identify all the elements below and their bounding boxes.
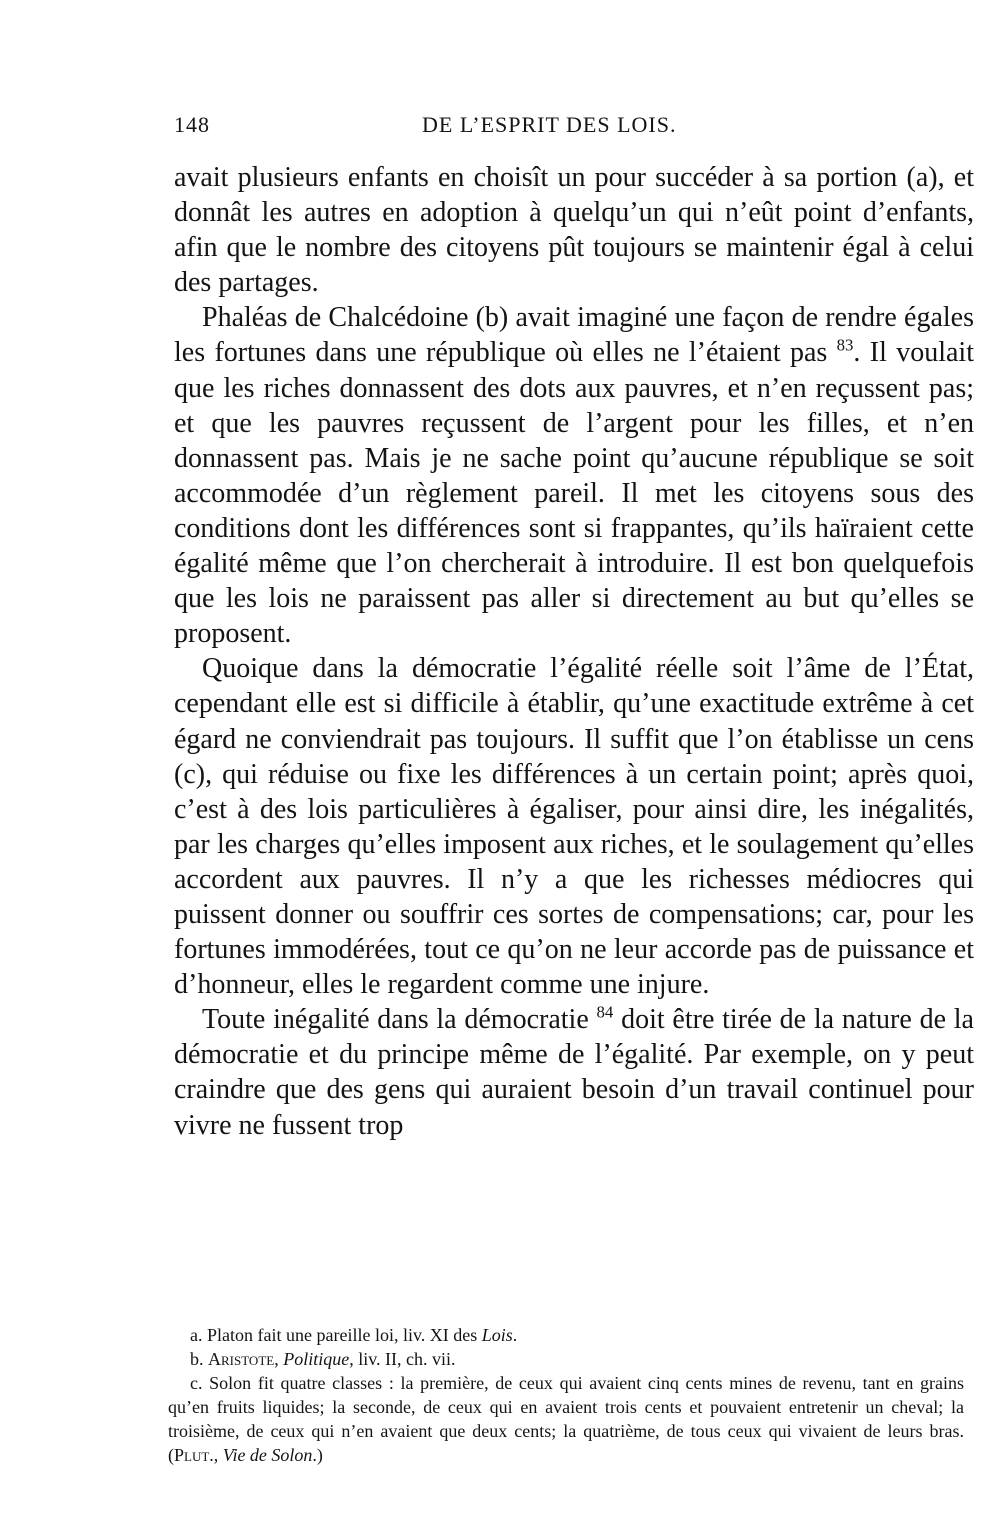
p3-text-b: , qui réduise ou fixe les différences à un certain point; après quoi, c’est à des lois particulières à égaliser, pour ainsi dire, les inégalités, par les charges qu’elles imposent aux riches, et le soulagement qu’elles accordent aux pauvres. Il n’y a que les richesses médiocres qui puissent donner ou souffrir ces sortes de compensations; car, pour les fortunes immodérées, tout ce qu’on ne leur accorde pas de puissance et d’honneur, elles le regardent comme une injure. <box>174 758 974 1001</box>
p4-text-b: doit être tirée de la nature de la démocratie et du principe même de l’égalité. Par exemple, on y peut craindre que des gens qui auraient besoin d’un travail continuel pour vivre ne fussent trop <box>174 1004 974 1141</box>
footnote-c-label: c. <box>190 1373 203 1393</box>
paragraph-1 <box>174 160 974 300</box>
main-text <box>174 160 974 1143</box>
footnote-a-label: a. <box>190 1325 203 1345</box>
paragraph-3 <box>174 651 974 1002</box>
footnote-a-work: Lois <box>481 1325 513 1345</box>
p2-text-a: Phaléas de Chalcédoine <box>202 302 476 334</box>
endnote-ref-83: 83 <box>836 336 854 356</box>
footnote-a <box>168 1323 964 1347</box>
p1-text-b: , et donnât les autres en adoption à quelqu’un qui n’eût point d’enfants, afin que le nombre des citoyens pût toujours se maintenir égal à celui des partages. <box>174 162 974 299</box>
footnote-b-sep: , <box>274 1349 284 1369</box>
footnote-b-label: b. <box>190 1349 204 1369</box>
page-header <box>174 112 974 152</box>
footnote-c-author: Plut. <box>174 1445 214 1465</box>
footnote-b-work: Politique <box>283 1349 350 1369</box>
page-number: 148 <box>174 112 210 137</box>
footnote-ref-c: (c) <box>174 758 206 790</box>
endnote-ref-84: 84 <box>596 1002 614 1022</box>
p4-text-a: Toute inégalité dans la démocratie <box>202 1004 597 1036</box>
p1-text-a: avait plusieurs enfants en choisît un pour succéder à sa portion <box>174 162 907 193</box>
footnote-c-sep: , <box>213 1445 223 1465</box>
p2-text-c: . Il voulait que les riches donnassent des dots aux pauvres, et n’en reçussent pas; et que les pauvres reçussent de l’argent pour les filles, et n’en donnassent pas. Mais je ne sache point qu’aucune république se soit accommodée d’un règlement pareil. Il met les citoyens sous des conditions dont les différences sont si frappantes, qu’ils haïraient cette égalité même que l’on chercherait à introduire. Il est bon quelquefois que les lois ne paraissent pas aller si directement au but qu’elles se proposent. <box>174 337 974 650</box>
footnote-ref-b: (b) <box>475 302 509 334</box>
paragraph-2 <box>174 300 974 651</box>
footnote-c-text: Solon fit quatre classes : la première, de ceux qui avaient cinq cents mines de revenu, tant en grains qu’en fruits liquides; la seconde, de ceux qui en avaient trois cents et pouvaient entretenir un cheval; la troisième, de ceux qui n’en avaient que deux cents; la quatrième, de tous ceux qui vivaient de leurs bras. ( <box>168 1373 964 1465</box>
footnote-a-text: Platon fait une pareille loi, liv. XI des <box>202 1325 482 1345</box>
footnote-b-author: Aristote <box>208 1349 275 1369</box>
footnote-b-text: , liv. II, ch. vii. <box>349 1349 456 1369</box>
footnote-c-work: Vie de Solon <box>222 1445 313 1465</box>
p2-text-b: avait imaginé une façon de rendre égales les fortunes dans une république où elles ne l’étaient pas <box>174 302 975 369</box>
footnote-c-end: .) <box>312 1445 323 1465</box>
footnote-a-end: . <box>512 1325 518 1345</box>
paragraph-4 <box>174 1002 974 1142</box>
footnotes <box>168 1323 964 1467</box>
footnote-c <box>168 1371 964 1467</box>
footnote-ref-a: (a) <box>906 162 938 193</box>
footnote-b <box>168 1347 964 1371</box>
running-title: DE L’ESPRIT DES LOIS. <box>422 112 677 137</box>
p3-text-a: Quoique dans la démocratie l’égalité réelle soit l’âme de l’État, cependant elle est si difficile à établir, qu’une exactitude extrême à cet égard ne conviendrait pas toujours. Il suffit que l’on établisse un cens <box>174 653 974 755</box>
